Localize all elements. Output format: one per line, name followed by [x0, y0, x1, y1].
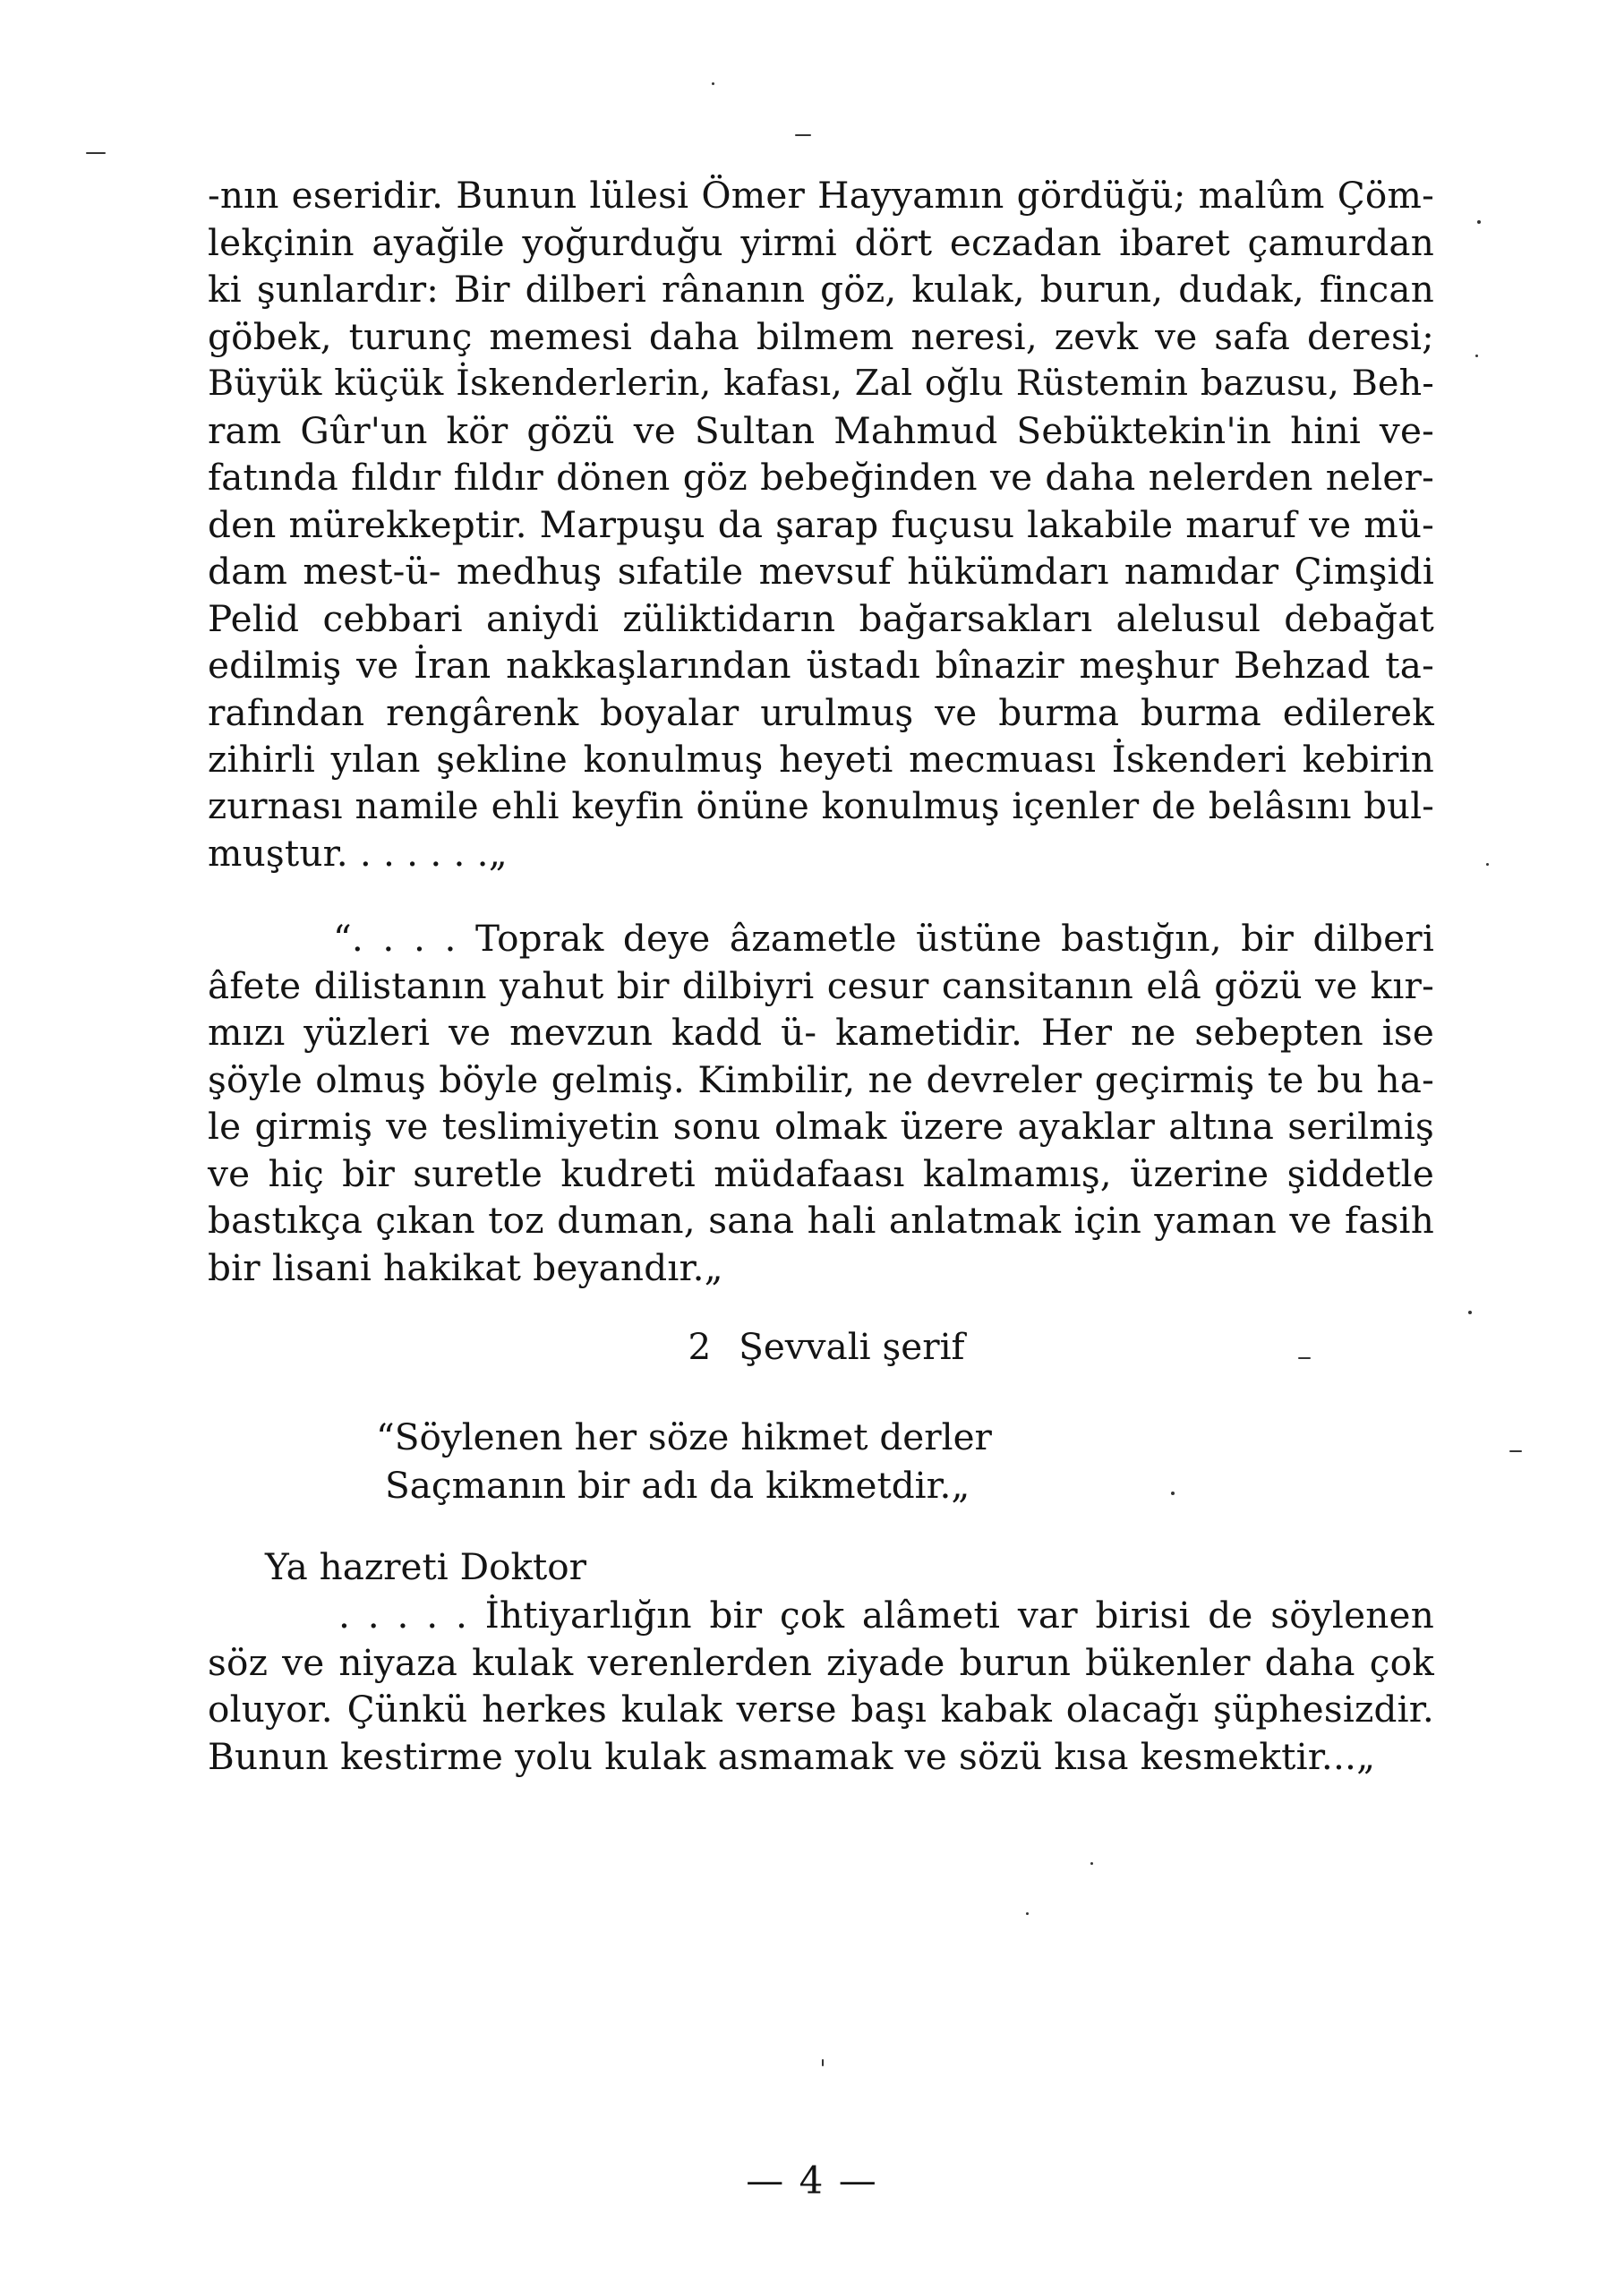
- text-line: Büyük küçük İskenderlerin, kafası, Zal oğlu Rüstemin bazusu, Beh-: [208, 363, 1434, 404]
- text-line: Bunun kestirme yolu kulak asmamak ve sözü kısa kesmektir...„: [208, 1734, 1376, 1778]
- scan-speck: [712, 82, 714, 85]
- text-line: bastıkça çıkan toz duman, sana hali anlatmak için yaman ve fasih: [208, 1199, 1434, 1242]
- scan-speck: [1477, 220, 1481, 224]
- text-line: den mürekkeptir. Marpuşu da şarap fuçusu lakabile maruf ve mü-: [208, 502, 1434, 546]
- text-line: . . . . . İhtiyarlığın bir çok alâmeti var birisi de söylenen: [338, 1594, 1434, 1637]
- text-line: fatında fıldır fıldır dönen göz bebeğinden ve daha nelerden neler-: [208, 456, 1434, 499]
- text-line: lekçinin ayağile yoğurduğu yirmi dört eczadan ibaret çamurdan: [208, 220, 1434, 264]
- body-paragraph-1: [208, 172, 1434, 877]
- text-line: “. . . . Toprak deye âzametle üstüne bastığın, bir dilberi: [333, 917, 1434, 960]
- body-paragraph-3: [208, 1592, 1434, 1780]
- poem-line: Saçmanın bir adı da kikmetdir.„: [385, 1464, 970, 1507]
- page-number: — 4 —: [746, 2159, 878, 2202]
- text-line: mızı yüzleri ve mevzun kadd ü- kametidir. Her ne sebepten ise: [208, 1011, 1434, 1054]
- text-line: şöyle olmuş böyle gelmiş. Kimbilir, ne devreler geçirmiş te bu ha-: [208, 1057, 1434, 1101]
- scan-speck: [1171, 1492, 1175, 1495]
- text-line: -nın eseridir. Bunun lülesi Ömer Hayyamın gördüğü; malûm Çöm-: [208, 174, 1434, 217]
- date-heading: [0, 1323, 1624, 1370]
- scan-speck: [1026, 1912, 1029, 1915]
- text-line: dam mest-ü- medhuş sıfatile mevsuf hükümdarı namıdar Çimşidi: [208, 550, 1434, 593]
- scan-speck: [1509, 1450, 1522, 1452]
- scan-speck: [1475, 355, 1478, 357]
- salutation: Ya hazreti Doktor: [265, 1545, 587, 1588]
- text-line: edilmiş ve İran nakkaşlarından üstadı bînazir meşhur Behzad ta-: [208, 644, 1434, 687]
- text-line: le girmiş ve teslimiyetin sonu olmak üzere ayaklar altına serilmiş: [208, 1105, 1434, 1148]
- poem-quote: [376, 1413, 992, 1509]
- text-line: göbek, turunç memesi daha bilmem neresi, zevk ve safa deresi;: [208, 314, 1434, 358]
- scan-speck: [1090, 1862, 1093, 1865]
- poem-line: “Söylenen her söze hikmet derler: [376, 1415, 992, 1458]
- text-line: muştur. . . . . . .„: [208, 832, 508, 875]
- scan-speck: [822, 2059, 824, 2066]
- date-month: Şevvali şerif: [739, 1325, 965, 1368]
- scan-speck: [1468, 1311, 1472, 1314]
- text-line: âfete dilistanın yahut bir dilbiyri cesur cansitanın elâ gözü ve kır-: [208, 963, 1434, 1007]
- body-paragraph-2: [208, 915, 1434, 1291]
- scan-speck: [1486, 863, 1489, 866]
- text-line: Pelid cebbari aniydi züliktidarın bağarsakları alelusul debağat: [208, 596, 1434, 640]
- text-line: zihirli yılan şekline konulmuş heyeti mecmuası İskenderi kebirin: [208, 738, 1434, 781]
- text-line: bir lisani hakikat beyandır.„: [208, 1245, 723, 1289]
- text-line: ram Gûr'un kör gözü ve Sultan Mahmud Sebüktekin'in hini ve-: [208, 408, 1434, 452]
- text-line: ve hiç bir suretle kudreti müdafaası kalmamış, üzerine şiddetle: [208, 1151, 1434, 1195]
- scan-speck: [795, 134, 811, 136]
- text-line: zurnası namile ehli keyfin önüne konulmuş içenler de belâsını bul-: [208, 785, 1434, 827]
- date-day: 2: [688, 1325, 712, 1368]
- text-line: ki şunlardır: Bir dilberi rânanın göz, kulak, burun, dudak, fincan: [208, 268, 1434, 311]
- scan-speck: [86, 152, 106, 154]
- text-line: söz ve niyaza kulak verenlerden ziyade burun bükenler daha çok: [208, 1640, 1434, 1684]
- text-line: oluyor. Çünkü herkes kulak verse başı kabak olacağı şüphesizdir.: [208, 1688, 1434, 1731]
- text-line: rafından rengârenk boyalar urulmuş ve burma burma edilerek: [208, 690, 1434, 734]
